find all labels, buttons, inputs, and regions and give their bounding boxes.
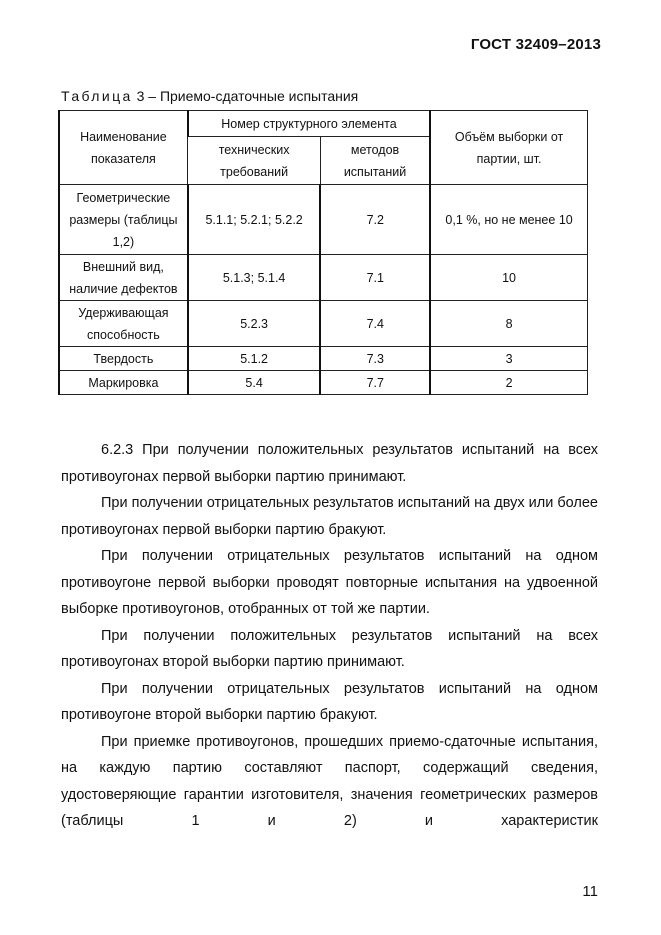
header-indicator-name: Наименование показателя	[59, 111, 188, 185]
table-row	[59, 301, 588, 347]
body-text	[61, 437, 598, 835]
header-structural-element: Номер структурного элемента	[188, 111, 430, 137]
cell-method: 7.1	[320, 255, 430, 301]
paragraph-6-2-3: 6.2.3 При получении положительных результатов испытаний на всех противоугонах первой выборки партию принимают.	[61, 442, 598, 485]
table-row	[59, 347, 588, 371]
table-caption-title: 3 – Приемо-сдаточные испытания	[132, 88, 359, 104]
cell-volume: 0,1 %, но не менее 10	[430, 185, 587, 255]
table-caption	[61, 88, 358, 104]
cell-requirements: 5.1.1; 5.2.1; 5.2.2	[188, 185, 321, 255]
header-sample-volume: Объём выборки от партии, шт.	[430, 111, 587, 185]
cell-requirements: 5.1.2	[188, 347, 321, 371]
paragraph: При получении отрицательных результатов испытаний на одном противоугоне первой выборки проводят повторные испытания на удвоенной выборке противоугонов, отобранных от той же партии.	[61, 548, 598, 617]
cell-volume: 3	[430, 347, 587, 371]
cell-volume: 2	[430, 371, 587, 395]
cell-indicator: Удерживающая способность	[59, 301, 188, 347]
cell-indicator: Внешний вид, наличие дефектов	[59, 255, 188, 301]
cell-indicator: Маркировка	[59, 371, 188, 395]
cell-requirements: 5.2.3	[188, 301, 321, 347]
acceptance-tests-table	[58, 110, 588, 395]
cell-volume: 10	[430, 255, 587, 301]
page-number: 11	[582, 883, 598, 900]
paragraph: При получении отрицательных результатов испытаний на одном противоугоне второй выборки партию бракуют.	[61, 680, 598, 723]
paragraph: При получении отрицательных результатов испытаний на двух или более противоугонах первой выборки партию бракуют.	[61, 495, 598, 538]
cell-indicator: Твердость	[59, 347, 188, 371]
table-row	[59, 255, 588, 301]
cell-method: 7.4	[320, 301, 430, 347]
paragraph: При получении положительных результатов испытаний на всех противоугонах второй выборки партию принимают.	[61, 627, 598, 670]
cell-requirements: 5.1.3; 5.1.4	[188, 255, 321, 301]
cell-indicator: Геометрические размеры (таблицы 1,2)	[59, 185, 188, 255]
table-row	[59, 185, 588, 255]
header-technical-requirements: технических требований	[188, 137, 321, 185]
table-caption-word: Таблица	[61, 88, 133, 104]
header-test-methods: методов испытаний	[320, 137, 430, 185]
table-row	[59, 371, 588, 395]
cell-method: 7.3	[320, 347, 430, 371]
cell-requirements: 5.4	[188, 371, 321, 395]
cell-volume: 8	[430, 301, 587, 347]
paragraph: При приемке противоугонов, прошедших приемо-сдаточные испытания, на каждую партию составляют паспорт, содержащий сведения, удостоверяющие гарантии изготовителя, значения геометрических размеров (таблицы 1 и 2) и характеристик	[61, 733, 598, 829]
cell-method: 7.7	[320, 371, 430, 395]
cell-method: 7.2	[320, 185, 430, 255]
document-code: ГОСТ 32409–2013	[470, 36, 601, 53]
